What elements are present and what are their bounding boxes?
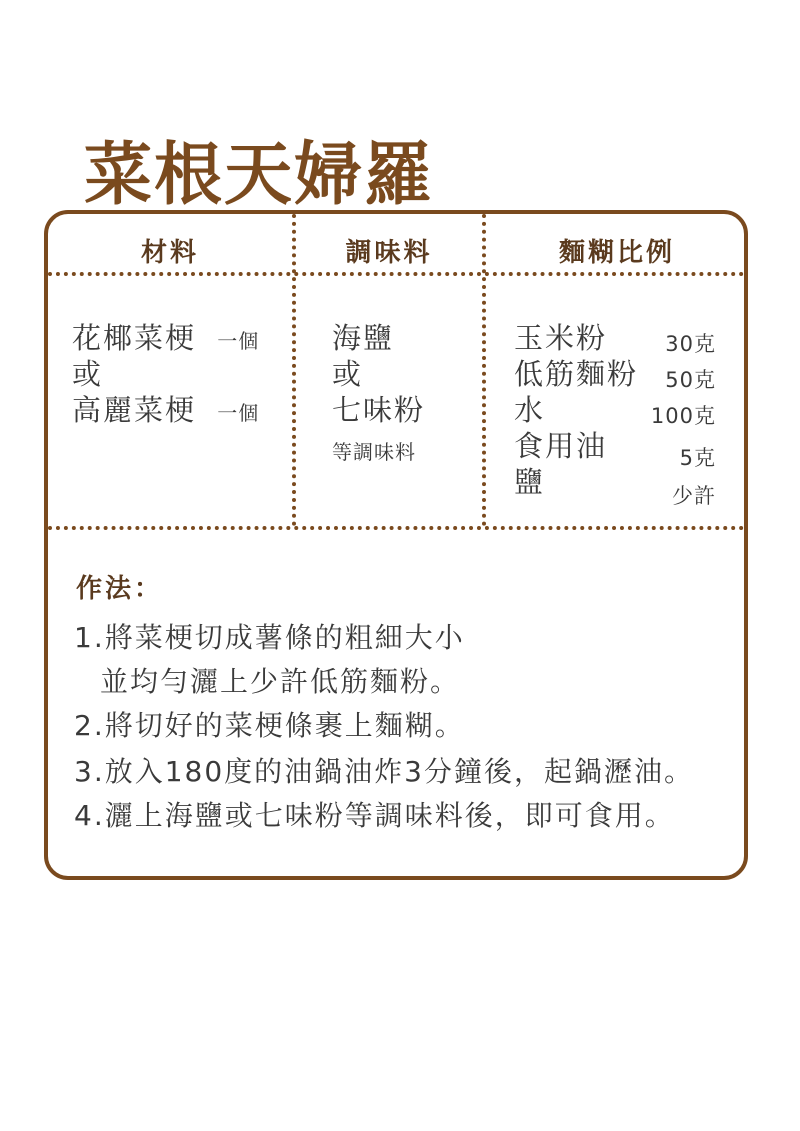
batter-item-name: 玉米粉	[514, 321, 608, 355]
seasoning-etc: 等調味料	[332, 440, 416, 464]
batter-item-qty: 5克	[679, 446, 716, 470]
ingredient-cabbage-qty: 一個	[217, 401, 260, 425]
batter-item-qty: 100克	[650, 404, 716, 428]
method-step-1-continued: 並均勻灑上少許低筋麵粉。	[100, 665, 461, 698]
header-batter: 麵糊比例	[558, 238, 675, 268]
method-step-2: 2.將切好的菜梗條裹上麵糊。	[74, 709, 465, 742]
method-title: 作法：	[76, 574, 164, 604]
batter-item-name: 鹽	[514, 465, 546, 499]
batter-item-qty: 少許	[672, 484, 716, 508]
batter-item-name: 食用油	[514, 429, 608, 463]
header-ingredients: 材料	[140, 238, 199, 268]
ingredient-cauliflower-stem: 花椰菜梗	[72, 321, 197, 355]
ingredient-cauliflower-qty: 一個	[217, 329, 260, 353]
header-seasoning: 調味料	[345, 238, 433, 268]
table-bottom-divider	[48, 526, 744, 530]
seasoning-shichimi: 七味粉	[332, 393, 426, 427]
ingredient-cabbage-stem: 高麗菜梗	[72, 393, 197, 427]
recipe-title: 菜根天婦羅	[84, 136, 435, 215]
method-step-3: 3.放入180度的油鍋油炸3分鐘後，起鍋瀝油。	[74, 755, 694, 788]
method-step-1: 1.將菜梗切成薯條的粗細大小	[74, 621, 465, 654]
method-step-4: 4.灑上海鹽或七味粉等調味料後，即可食用。	[74, 799, 675, 832]
header-divider	[48, 272, 744, 276]
batter-item-qty: 50克	[665, 368, 716, 392]
seasoning-sea-salt: 海鹽	[332, 321, 395, 355]
batter-item-name: 低筋麵粉	[514, 357, 639, 391]
batter-item-name: 水	[514, 393, 546, 427]
seasoning-or: 或	[332, 357, 364, 391]
recipe-card	[44, 210, 748, 880]
ingredient-or: 或	[72, 357, 104, 391]
batter-item-qty: 30克	[665, 332, 716, 356]
